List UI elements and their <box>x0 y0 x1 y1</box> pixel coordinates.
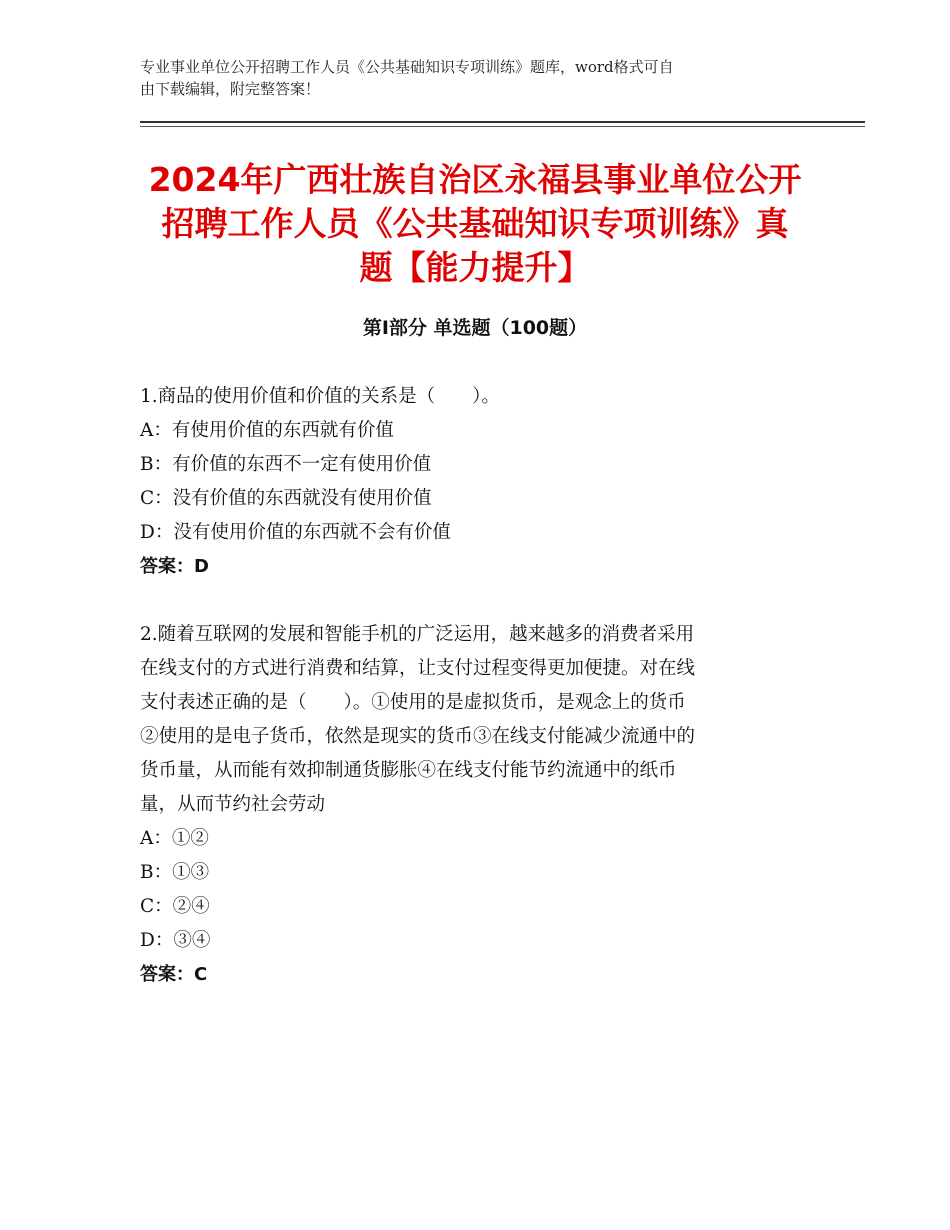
question-stem: 1.商品的使用价值和价值的关系是（ ）。 <box>140 386 500 407</box>
option-d: D：没有使用价值的东西就不会有价值 <box>140 522 451 543</box>
question-stem-line: 货币量，从而能有效抑制通货膨胀④在线支付能节约流通中的纸币 <box>140 760 677 781</box>
option-a: A：①② <box>140 828 209 849</box>
question-stem-line: ②使用的是电子货币，依然是现实的货币③在线支付能减少流通中的 <box>140 726 696 747</box>
header-note-line: 专业事业单位公开招聘工作人员《公共基础知识专项训练》题库，word格式可自 <box>140 58 674 76</box>
header-divider-thick <box>140 121 865 123</box>
header-divider-thin <box>140 126 865 127</box>
answer: 答案：D <box>140 556 209 577</box>
answer: 答案：C <box>140 964 208 985</box>
question-stem-line: 量，从而节约社会劳动 <box>140 794 326 815</box>
header-note <box>140 56 820 100</box>
title-line: 题【能力提升】 <box>359 248 591 287</box>
option-b: B：有价值的东西不一定有使用价值 <box>140 454 432 475</box>
option-d: D：③④ <box>140 930 211 951</box>
title-line: 招聘工作人员《公共基础知识专项训练》真 <box>161 204 789 243</box>
question-stem-line: 支付表述正确的是（ ）。①使用的是虚拟货币，是观念上的货币 <box>140 692 686 713</box>
option-b: B：①③ <box>140 862 210 883</box>
question-2 <box>140 618 820 992</box>
option-c: C：②④ <box>140 896 210 917</box>
option-c: C：没有价值的东西就没有使用价值 <box>140 488 432 509</box>
title-line: 2024年广西壮族自治区永福县事业单位公开 <box>148 160 802 199</box>
question-stem-line: 2.随着互联网的发展和智能手机的广泛运用，越来越多的消费者采用 <box>140 624 695 645</box>
question-1 <box>140 380 820 584</box>
header-note-line: 由下载编辑，附完整答案！ <box>140 80 321 98</box>
document-title <box>140 158 810 290</box>
question-stem-line: 在线支付的方式进行消费和结算，让支付过程变得更加便捷。对在线 <box>140 658 696 679</box>
option-a: A：有使用价值的东西就有价值 <box>140 420 394 441</box>
section-heading: 第Ⅰ部分 单选题（100题） <box>362 317 588 339</box>
